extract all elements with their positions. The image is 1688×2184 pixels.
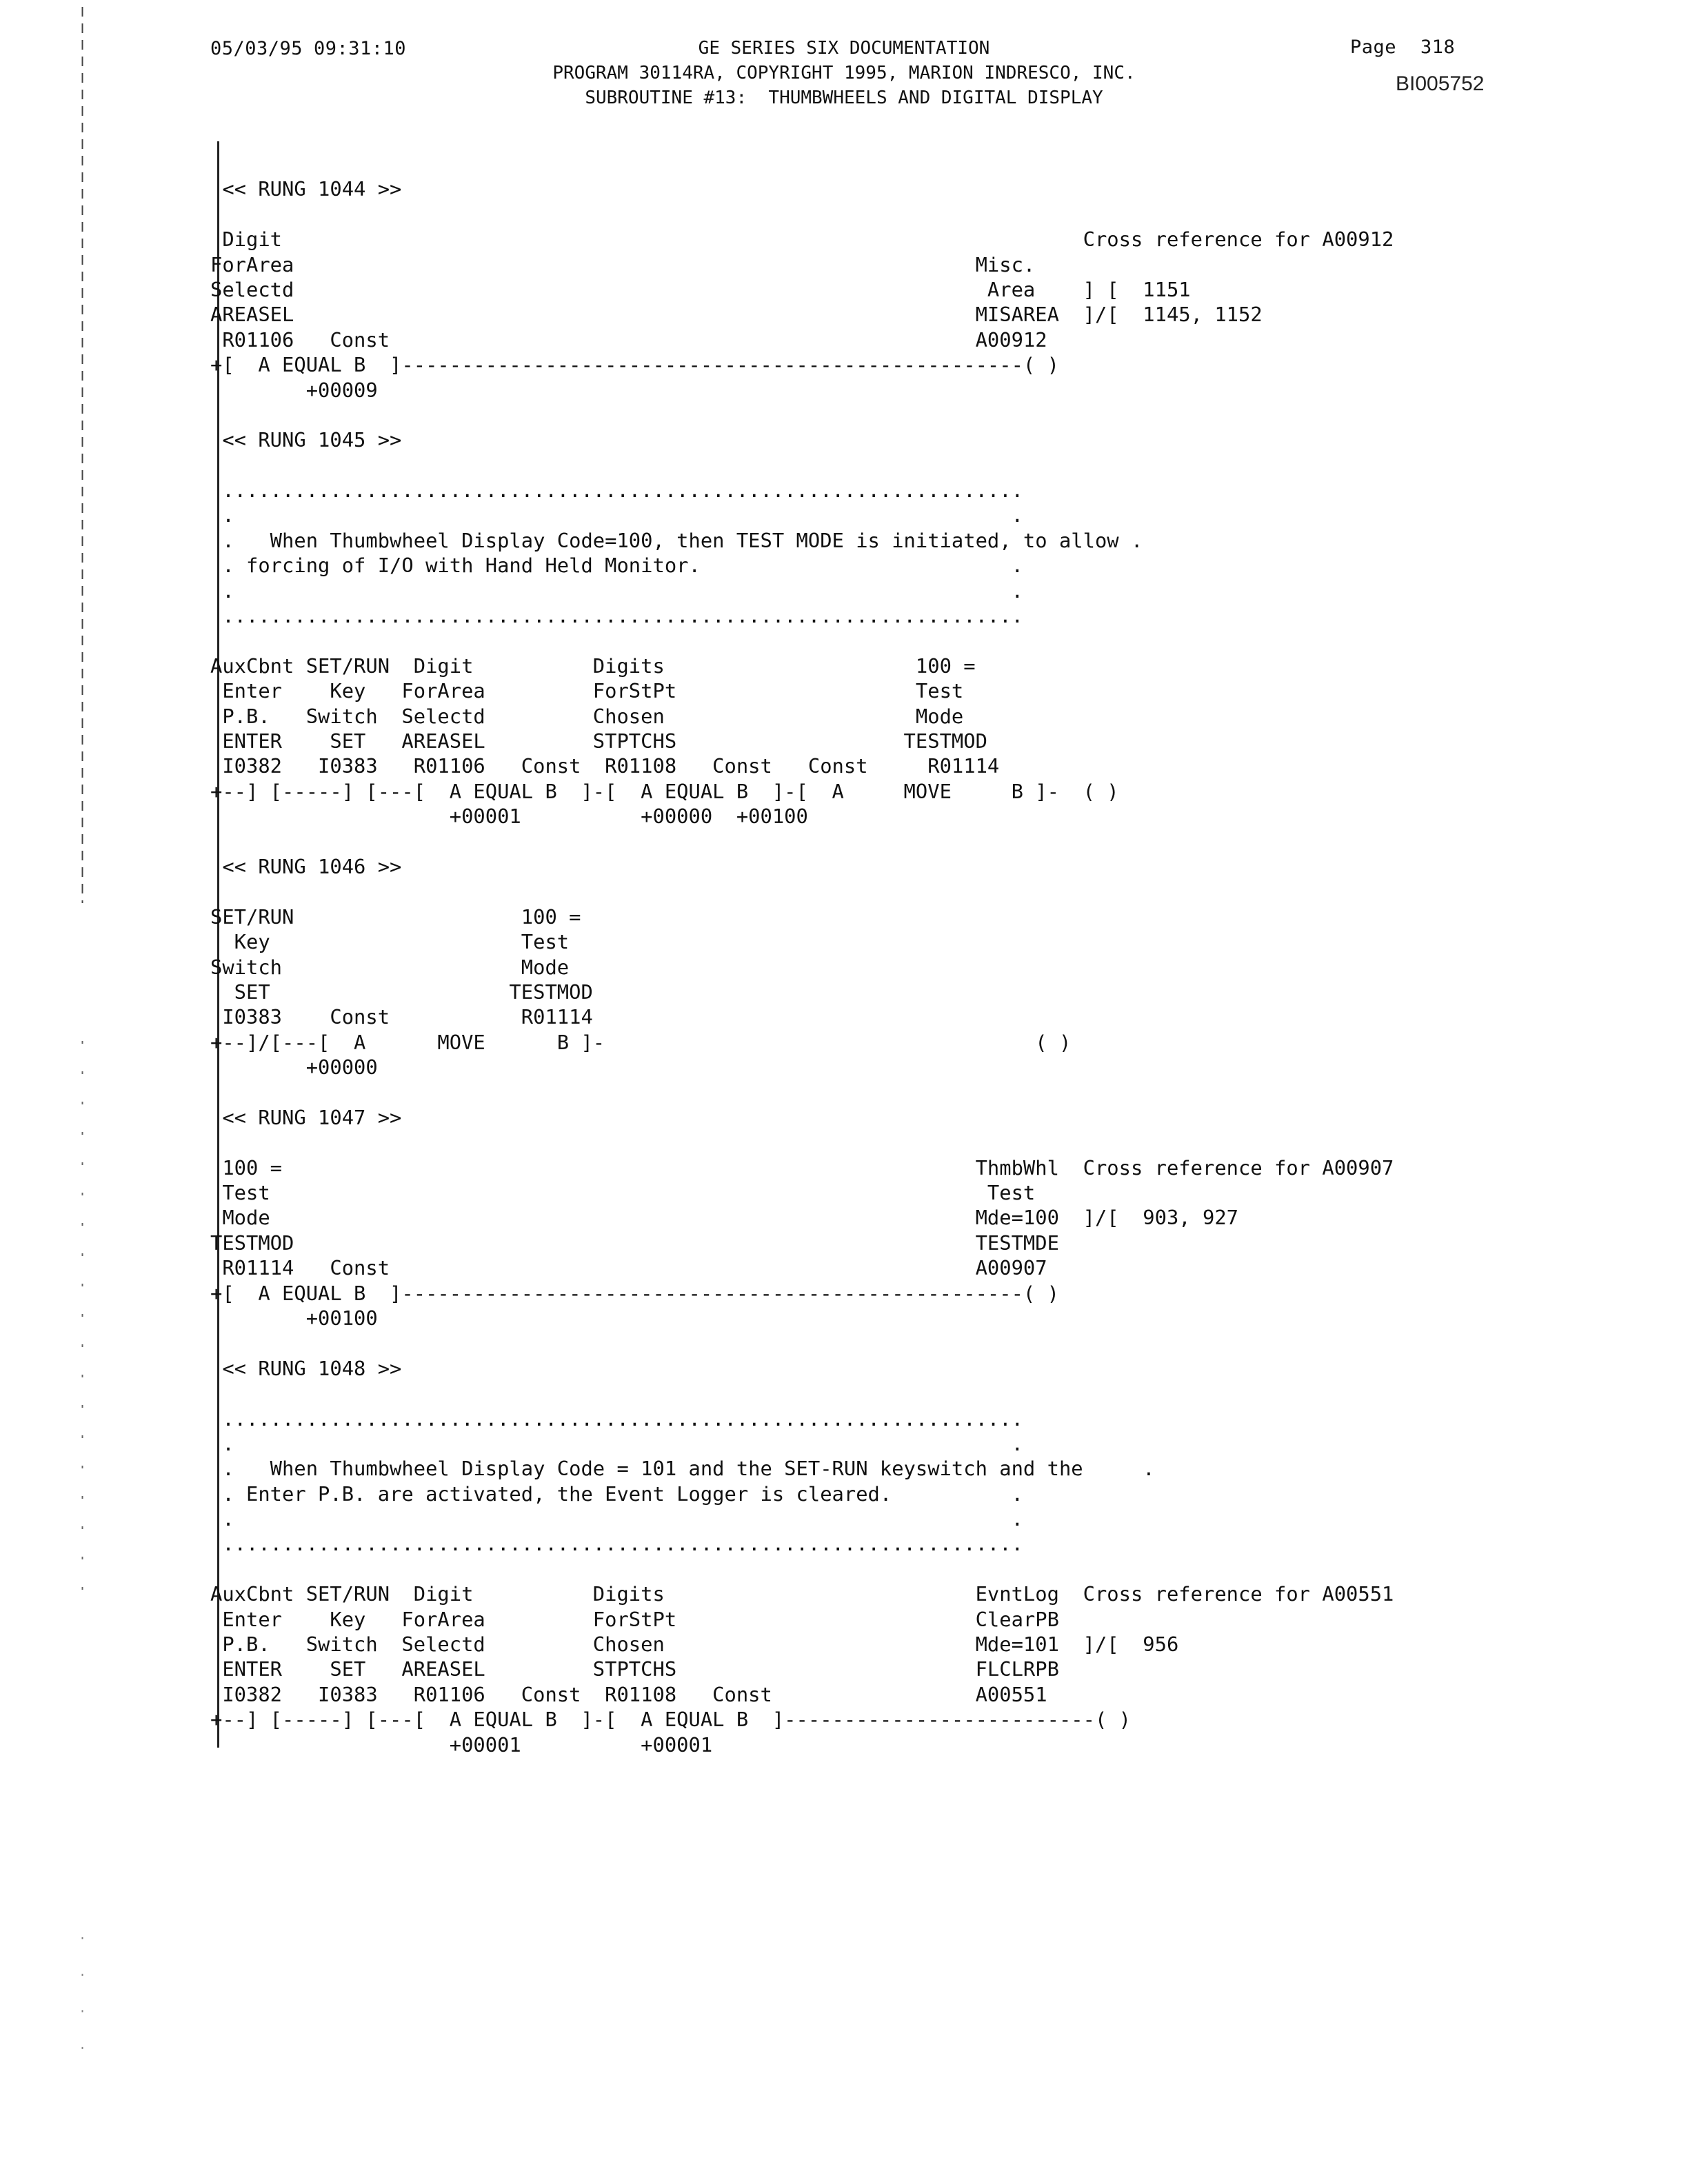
ladder-line: P.B. Switch Selectd Chosen Mde=101 ]/[ 956	[210, 1632, 1179, 1657]
program-line: PROGRAM 30114RA, COPYRIGHT 1995, MARION INDRESCO, INC.	[552, 63, 1136, 83]
page-label: Page	[1350, 37, 1397, 58]
ladder-line	[210, 1080, 1394, 1104]
ladder-line: Test Test	[210, 1181, 1036, 1205]
ladder-line: +--] [-----] [---[ A EQUAL B ]-[ A EQUAL B ]-[ A MOVE B ]- ( )	[210, 779, 1119, 803]
ladder-line	[210, 152, 1394, 176]
ladder-line: << RUNG 1047 >>	[210, 1105, 402, 1129]
ladder-line: +[ A EQUAL B ]----------------------------------------------------( )	[210, 353, 1059, 377]
ladder-line	[210, 1331, 1394, 1355]
ladder-line	[210, 1381, 1394, 1406]
ladder-line: Selectd Area ] [ 1151	[210, 277, 1191, 301]
ladder-line	[210, 202, 1394, 227]
binder-edge-marks	[81, 7, 83, 2144]
ladder-line: +00001 +00001	[210, 1732, 713, 1757]
ladder-line: +00000	[210, 1055, 378, 1080]
ladder-line: . .	[210, 503, 1023, 527]
ladder-line	[210, 628, 1394, 653]
ladder-line: . .	[210, 578, 1023, 603]
ladder-line: . Enter P.B. are activated, the Event Logger is cleared. .	[210, 1482, 1023, 1506]
ladder-line: I0382 I0383 R01106 Const R01108 Const Const R01114	[210, 754, 1000, 778]
ladder-line: SET TESTMOD	[210, 980, 593, 1004]
ladder-line: SET/RUN 100 =	[210, 904, 581, 929]
ladder-line: AuxCbnt SET/RUN Digit Digits 100 =	[210, 654, 976, 678]
ladder-line: I0382 I0383 R01106 Const R01108 Const A00551	[210, 1682, 1047, 1706]
ladder-line: . .	[210, 1431, 1023, 1455]
ladder-line: Mode Mde=100 ]/[ 903, 927	[210, 1206, 1238, 1230]
ladder-line: AREASEL MISAREA ]/[ 1145, 1152	[210, 303, 1263, 327]
ladder-line	[210, 829, 1394, 854]
ladder-line: << RUNG 1046 >>	[210, 854, 402, 878]
ladder-line: Enter Key ForArea ForStPt ClearPB	[210, 1607, 1059, 1631]
ladder-line: ...................................................................	[210, 1532, 1023, 1556]
ladder-line: R01106 Const A00912	[210, 327, 1047, 352]
ladder-line	[210, 1130, 1394, 1155]
ladder-line: P.B. Switch Selectd Chosen Mode	[210, 704, 964, 728]
ladder-line: AuxCbnt SET/RUN Digit Digits EvntLog Cross reference for A00551	[210, 1582, 1394, 1606]
ladder-line: . When Thumbwheel Display Code = 101 and the SET-RUN keyswitch and the .	[210, 1457, 1155, 1481]
ladder-line: +[ A EQUAL B ]----------------------------------------------------( )	[210, 1281, 1059, 1305]
ladder-line: ENTER SET AREASEL STPTCHS TESTMOD	[210, 729, 987, 753]
ladder-line: Enter Key ForArea ForStPt Test	[210, 679, 964, 703]
ladder-line	[210, 1557, 1394, 1581]
ladder-line: I0383 Const R01114	[210, 1005, 593, 1029]
print-time: 09:31:10	[314, 38, 407, 59]
ladder-line: << RUNG 1044 >>	[210, 177, 402, 201]
print-date: 05/03/95	[210, 38, 303, 59]
bates-number: BI005752	[1396, 72, 1485, 95]
ladder-line	[210, 879, 1394, 904]
ladder-line: +--]/[---[ A MOVE B ]- ( )	[210, 1030, 1072, 1054]
ladder-line: +00009	[210, 378, 378, 402]
ladder-line: TESTMOD TESTMDE	[210, 1231, 1059, 1255]
ladder-line: +--] [-----] [---[ A EQUAL B ]-[ A EQUAL B ]--------------------------( )	[210, 1708, 1131, 1732]
ladder-line: ForArea Misc.	[210, 252, 1036, 276]
ladder-listing	[210, 152, 1394, 1757]
ladder-line: Switch Mode	[210, 955, 570, 979]
ladder-line: +00100	[210, 1306, 378, 1330]
ladder-line: Key Test	[210, 930, 570, 954]
ladder-line: ...................................................................	[210, 1406, 1023, 1430]
ladder-line: ...................................................................	[210, 604, 1023, 628]
ladder-line: << RUNG 1048 >>	[210, 1356, 402, 1380]
subroutine-line: SUBROUTINE #13: THUMBWHEELS AND DIGITAL DISPLAY	[585, 88, 1103, 108]
ladder-line: Digit Cross reference for A00912	[210, 228, 1394, 252]
page-number: 318	[1420, 37, 1456, 58]
ladder-line: R01114 Const A00907	[210, 1256, 1047, 1280]
ladder-line	[210, 453, 1394, 478]
ladder-line: . When Thumbwheel Display Code=100, then TEST MODE is initiated, to allow .	[210, 528, 1143, 552]
document-title: GE SERIES SIX DOCUMENTATION	[698, 38, 990, 59]
ladder-line	[210, 403, 1394, 427]
ladder-line: ...................................................................	[210, 478, 1023, 503]
ladder-line: ENTER SET AREASEL STPTCHS FLCLRPB	[210, 1657, 1059, 1681]
ladder-line: 100 = ThmbWhl Cross reference for A00907	[210, 1155, 1394, 1180]
ladder-line: +00001 +00000 +00100	[210, 805, 808, 829]
ladder-line: . .	[210, 1507, 1023, 1531]
ladder-line: . forcing of I/O with Hand Held Monitor. .	[210, 554, 1023, 578]
ladder-line: << RUNG 1045 >>	[210, 428, 402, 452]
